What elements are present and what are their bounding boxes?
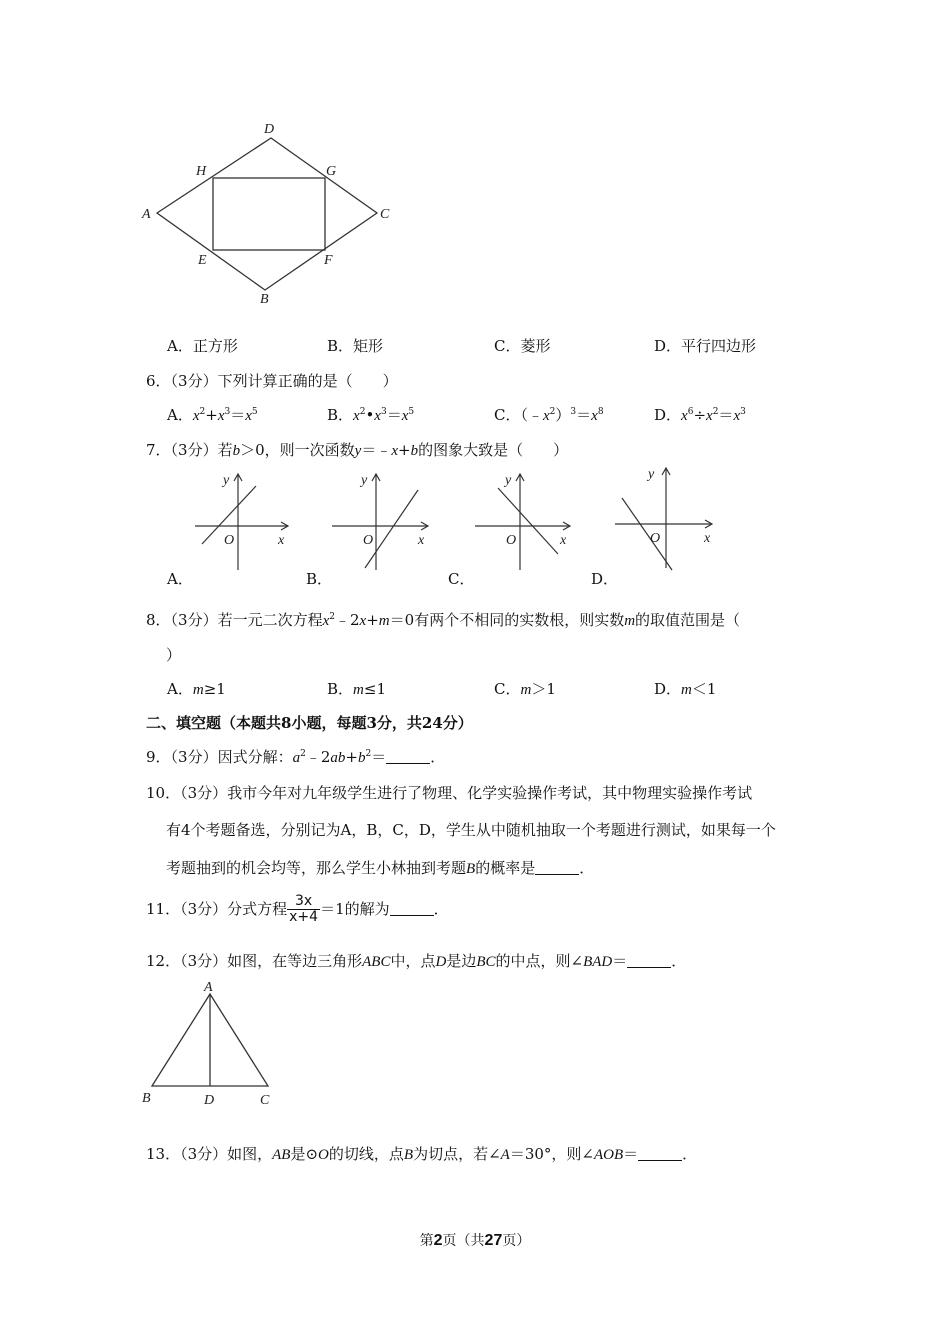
q7-option-c: C． xyxy=(448,570,475,588)
q8-stem: 8．（3分）若一元二次方程$x^2﹣2x+m=0$有两个不相同的实数根，则实数m的取值范围是（ xyxy=(146,611,741,629)
q8-option-a: A．m≥1 xyxy=(167,680,226,698)
q6-option-b: B．$x^2•x^3=x^5$ xyxy=(327,406,415,424)
svg-text:O: O xyxy=(650,531,661,546)
q13-stem: 13．（3分）如图，AB是⊙O的切线，点B为切点，若∠A＝30°，则∠AOB＝ ． xyxy=(146,1145,698,1163)
triangle-figure xyxy=(138,976,288,1111)
q8-stem-line2: ） xyxy=(166,646,182,664)
q8-option-b: B．m≤1 xyxy=(327,680,386,698)
svg-text:O: O xyxy=(506,533,517,548)
label-F: F xyxy=(324,253,333,268)
q7-graph-a xyxy=(190,468,295,573)
q12-stem: 12．（3分）如图，在等边三角形ABC中，点D是边BC的中点，则∠BAD＝ ． xyxy=(146,952,687,970)
q10-answer-blank[interactable] xyxy=(535,860,579,875)
q5-option-c: C．菱形 xyxy=(494,337,551,355)
q6-option-c: C．$(﹣x^2)^3=x^8$ xyxy=(494,406,604,424)
q7-stem: 7．（3分）若b＞0，则一次函数y＝﹣x+b的图象大致是（ ） xyxy=(146,441,569,459)
label-G: G xyxy=(326,164,337,179)
q7-graph-b xyxy=(330,468,435,573)
svg-text:y: y xyxy=(361,473,368,488)
q11-answer-blank[interactable] xyxy=(390,901,434,916)
q7-option-d: D． xyxy=(591,570,619,588)
svg-text:x: x xyxy=(278,533,285,548)
rhombus-figure xyxy=(140,118,400,313)
q5-option-b: B．矩形 xyxy=(327,337,384,355)
svg-text:y: y xyxy=(505,473,512,488)
q11-fraction: $\frac{3x}{x+4}$ xyxy=(289,893,319,926)
page-number: 2 xyxy=(433,1232,443,1249)
svg-text:y: y xyxy=(648,467,655,482)
q13-answer-blank[interactable] xyxy=(638,1146,682,1161)
svg-text:x: x xyxy=(560,533,567,548)
label-C: C xyxy=(380,207,390,222)
q5-option-a: A．正方形 xyxy=(167,337,238,355)
svg-text:x: x xyxy=(418,533,425,548)
q5-option-d: D．平行四边形 xyxy=(654,337,757,355)
q6-option-a: A．$x^2+x^3=x^5$ xyxy=(167,406,258,424)
label-A: A xyxy=(142,207,151,222)
label-D: D xyxy=(264,122,275,137)
q8-option-d: D．m＜1 xyxy=(654,680,717,698)
q7-option-a: A． xyxy=(167,570,193,588)
q7-option-b: B． xyxy=(306,570,333,588)
q10-line1: 10．（3分）我市今年对九年级学生进行了物理、化学实验操作考试，其中物理实验操作考试 xyxy=(146,784,753,802)
q12-answer-blank[interactable] xyxy=(627,953,671,968)
q7-graph-d xyxy=(610,462,720,572)
svg-text:O: O xyxy=(363,533,374,548)
label-H: H xyxy=(196,164,207,179)
q10-line2: 有4个考题备选，分别记为A，B，C，D，学生从中随机抽取一个考题进行测试，如果每一个 xyxy=(166,821,776,839)
label-B: B xyxy=(142,1091,151,1106)
q6-option-d: D．$x^6\div x^2=x^3$ xyxy=(654,406,746,424)
label-B: B xyxy=(260,292,269,307)
q8-option-c: C．m＞1 xyxy=(494,680,556,698)
q7-graph-c xyxy=(470,468,575,573)
q9-stem: 9．（3分）因式分解：$a^2﹣2ab+b^2=$ ． xyxy=(146,748,446,766)
total-pages: 27 xyxy=(484,1232,503,1249)
label-D: D xyxy=(204,1093,215,1108)
svg-text:x: x xyxy=(704,531,711,546)
svg-text:O: O xyxy=(224,533,235,548)
label-C: C xyxy=(260,1093,270,1108)
label-A: A xyxy=(204,980,213,995)
label-E: E xyxy=(198,253,207,268)
q9-answer-blank[interactable] xyxy=(386,749,430,764)
q10-line3: 考题抽到的机会均等，那么学生小林抽到考题B的概率是 ． xyxy=(166,859,595,877)
svg-text:y: y xyxy=(223,473,230,488)
page-footer: 第2页（共27页） xyxy=(419,1232,531,1249)
q6-stem: 6．（3分）下列计算正确的是（ ） xyxy=(146,372,398,390)
q11-stem: 11．（3分）分式方程 $\frac{3x}{x+4}$ ＝1的解为 ． xyxy=(146,893,449,926)
section-2-title: 二、填空题（本题共8小题，每题3分，共24分） xyxy=(146,714,473,732)
